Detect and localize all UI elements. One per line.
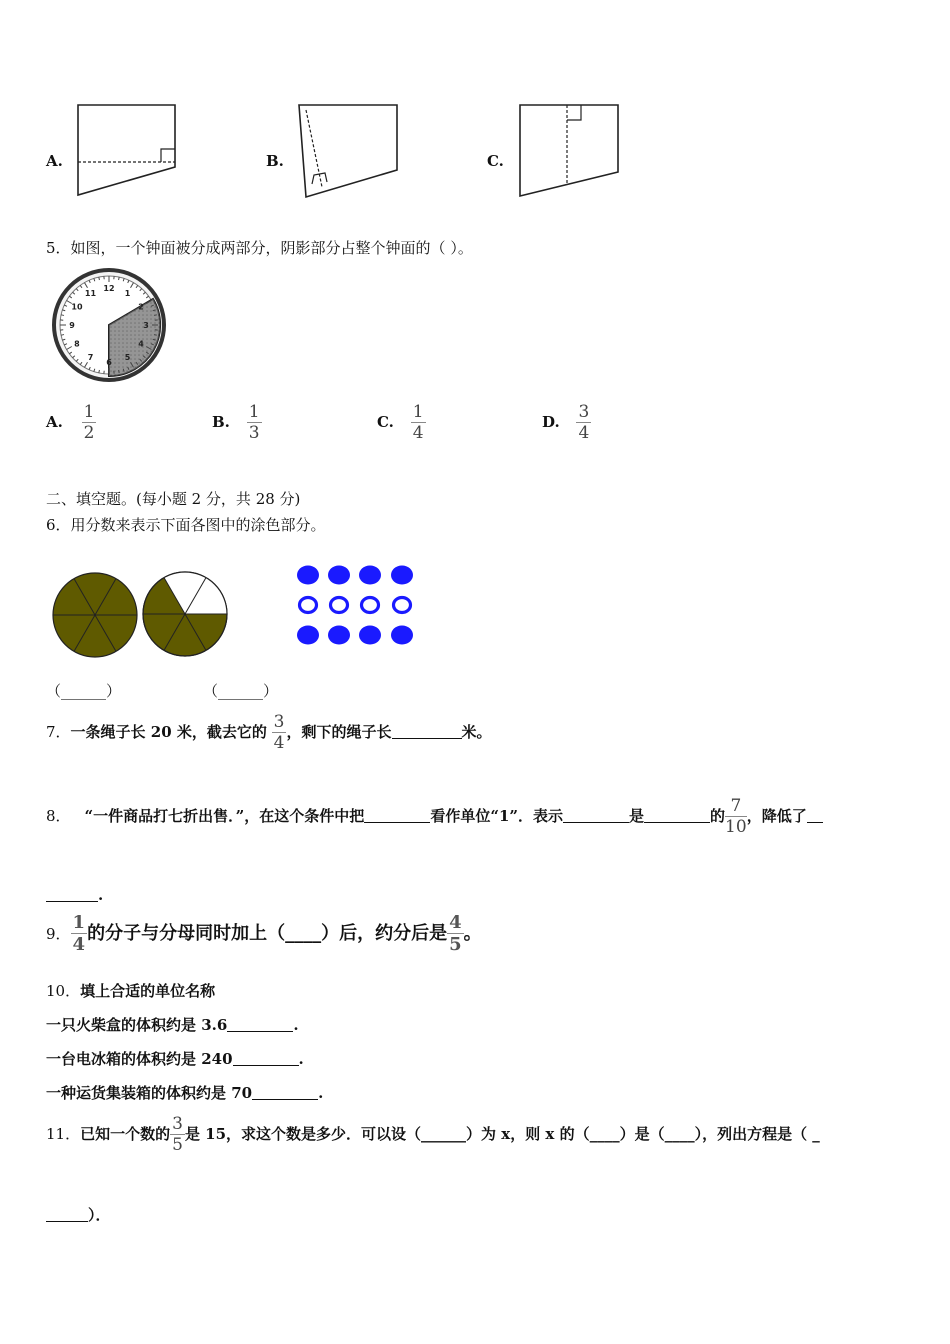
clock-number: 3 [143, 321, 149, 330]
q8-text-d: 的 [710, 807, 726, 825]
q5-option-b[interactable] [212, 404, 262, 442]
q9-text-a: 的分子与分母同时加上（____）后，约分后是 [87, 923, 448, 944]
q5-text: 如图，一个钟面被分成两部分，阴影部分占整个钟面的（ ）。 [70, 239, 473, 257]
q8-blank-2[interactable] [563, 807, 629, 823]
q8-text-c: 是 [629, 807, 645, 825]
q10-question [46, 980, 215, 1001]
q11-continuation [46, 1204, 111, 1225]
q10-line-2-text: 一台电冰箱的体积约是 240 [46, 1050, 233, 1068]
q11-text-b: 是 15，求这个数是多少．可以设（______）为 x，则 x 的（____）是（____），列出方程是（ _ [184, 1125, 820, 1143]
q10-line-1-dot: . [293, 1016, 299, 1034]
q4-figure-c [515, 100, 625, 200]
q5-option-b-fraction: $\frac{1}{3}$ [248, 402, 260, 443]
clock-tick [61, 335, 64, 336]
clock-number: 1 [124, 288, 131, 298]
clock-number: 5 [124, 353, 131, 363]
q5-option-a-label: A. [46, 413, 63, 431]
q11-fraction: $\frac{3}{5}$ [172, 1114, 183, 1155]
q10-title: 填上合适的单位名称 [80, 982, 216, 1000]
clock-number: 2 [138, 302, 144, 312]
q6-text: 用分数来表示下面各图中的涂色部分。 [70, 516, 326, 534]
q10-line-2 [46, 1048, 304, 1069]
q8-question [46, 798, 823, 836]
q10-blank-2[interactable] [233, 1050, 299, 1066]
q8-number: 8． [46, 807, 71, 825]
q4-option-a-label: A. [46, 152, 63, 170]
q11-blank-cont[interactable] [46, 1206, 88, 1222]
q5-option-d-label: D. [542, 413, 560, 431]
q10-line-3-text: 一种运货集装箱的体积约是 70 [46, 1084, 253, 1102]
q6-answer-1[interactable]: （______） [46, 682, 122, 700]
q7-text-c: 米。 [461, 723, 492, 741]
clock-number: 6 [106, 358, 112, 367]
clock-tick [119, 277, 120, 280]
clock-tick [61, 315, 64, 316]
q8-text-e: ，降低了 [746, 807, 807, 825]
q5-clock-figure [50, 266, 168, 384]
q10-line-2-dot: . [298, 1050, 304, 1068]
q9-question [46, 914, 482, 954]
q8-fraction: $\frac{7}{10}$ [725, 796, 747, 837]
q5-option-d[interactable] [542, 404, 591, 442]
q10-line-3 [46, 1082, 323, 1103]
q9-number: 9． [46, 925, 71, 943]
clock-number: 4 [138, 339, 144, 349]
q9-fraction-1: $\frac{1}{4}$ [72, 912, 86, 955]
q5-option-a[interactable] [46, 404, 96, 442]
q11-text-a: 已知一个数的 [80, 1125, 171, 1143]
section2-title: 二、填空题。(每小题 2 分，共 28 分) [46, 490, 301, 508]
q5-option-a-fraction: $\frac{1}{2}$ [83, 402, 95, 443]
q5-option-c-fraction: $\frac{1}{4}$ [412, 402, 424, 443]
q7-number: 7． [46, 723, 71, 741]
q8-blank-3[interactable] [644, 807, 710, 823]
q5-option-c[interactable] [377, 404, 426, 442]
q7-text-a: 一条绳子长 20 米，截去它的 [70, 723, 267, 741]
q4-option-b-label: B. [266, 152, 284, 170]
q4-figure-a [74, 100, 180, 200]
q9-text-b: 。 [463, 923, 482, 944]
clock-tick [119, 370, 120, 373]
clock-tick [154, 335, 157, 336]
q7-blank[interactable] [392, 723, 462, 739]
q7-text-b: ，剩下的绳子长 [286, 723, 392, 741]
q5-question [46, 237, 473, 258]
q7-fraction: $\frac{3}{4}$ [273, 712, 285, 753]
clock-number: 9 [69, 321, 75, 330]
clock-tick [154, 315, 157, 316]
q10-blank-3[interactable] [252, 1084, 318, 1100]
clock-number: 12 [103, 284, 115, 293]
q5-option-c-label: C. [377, 413, 394, 431]
q6-dots-figure [294, 563, 420, 649]
q4-figure-b [294, 100, 404, 202]
q10-line-1-text: 一只火柴盒的体积约是 3.6 [46, 1016, 228, 1034]
q8-blank-1[interactable] [364, 807, 430, 823]
q8-blank-4-cont[interactable] [46, 886, 98, 902]
q8-blank-4[interactable] [807, 807, 823, 823]
q7-question [46, 714, 492, 752]
q4-option-c-label: C. [487, 152, 504, 170]
q8-text-b: 看作单位“1”．表示 [430, 807, 564, 825]
q11-question [46, 1116, 820, 1154]
q5-option-b-label: B. [212, 413, 230, 431]
q5-option-d-fraction: $\frac{3}{4}$ [578, 402, 590, 443]
clock-number: 7 [87, 353, 94, 363]
q6-circle-partial-figure [140, 568, 230, 660]
clock-tick [99, 370, 100, 373]
q8-text-a: “一件商品打七折出售．”，在这个条件中把 [84, 807, 365, 825]
q6-question [46, 514, 326, 535]
q8-continuation [46, 886, 103, 904]
q10-number: 10． [46, 982, 81, 1000]
clock-tick [99, 277, 100, 280]
q10-blank-1[interactable] [227, 1016, 293, 1032]
clock-number: 11 [84, 288, 97, 298]
q5-number: 5． [46, 239, 71, 257]
q10-line-3-dot: . [318, 1084, 324, 1102]
clock-number: 10 [71, 302, 83, 312]
q8-end: . [98, 886, 104, 904]
q6-number: 6． [46, 516, 71, 534]
q9-fraction-2: $\frac{4}{5}$ [449, 912, 462, 955]
q11-text-c: ）． [88, 1206, 111, 1224]
q6-circle-full-figure [50, 570, 140, 660]
q11-number: 11． [46, 1125, 81, 1143]
q6-answer-2[interactable]: （______） [203, 682, 279, 700]
clock-number: 8 [74, 339, 80, 349]
q10-line-1 [46, 1014, 299, 1035]
